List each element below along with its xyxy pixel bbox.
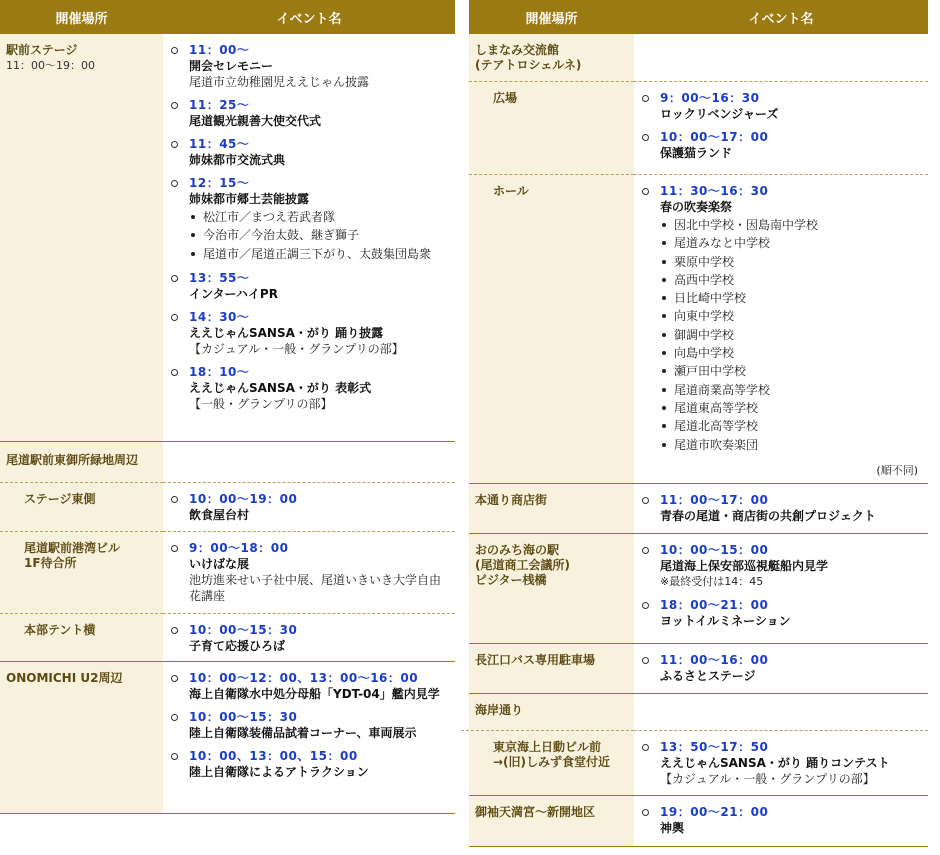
event-time: 10：00〜12：00、13：00〜16：00 — [189, 671, 419, 685]
place-name: 御袖天満宮〜新開地区 — [475, 805, 596, 819]
row-ekimae-stage — [0, 34, 455, 442]
place-cell — [469, 796, 634, 846]
event-time: 11：30〜16：30 — [660, 184, 769, 198]
events-cell — [634, 81, 928, 174]
circle-bullet-icon — [642, 497, 649, 504]
event-name: 子育て応援ひろば — [189, 639, 286, 653]
row-nagae-parking — [469, 644, 928, 694]
event-name: ええじゃんSANSA・がり 踊り披露 — [189, 325, 384, 340]
event-name: 陸上自衛隊装備品試着コーナー、車両展示 — [189, 726, 417, 740]
list-item: 尾道北高等学校 — [660, 417, 920, 435]
event-time: 14：30〜 — [189, 309, 250, 324]
event-time: 11：00〜16：00 — [660, 653, 769, 667]
place-time: 11：00〜19：00 — [6, 59, 95, 72]
list-item: 栗原中学校 — [660, 253, 920, 271]
circle-bullet-icon — [171, 496, 178, 503]
event-item — [169, 137, 447, 168]
events-cell — [163, 613, 455, 661]
place-cell — [0, 34, 163, 441]
circle-bullet-icon — [171, 180, 178, 187]
events-cell — [634, 34, 928, 81]
event-item — [169, 43, 447, 90]
events-cell — [634, 694, 928, 730]
circle-bullet-icon — [171, 545, 178, 552]
event-item — [169, 749, 447, 780]
event-item — [169, 623, 447, 654]
event-desc: 池坊進来せい子社中展、尾道いきいき大学自由花講座 — [189, 573, 442, 603]
circle-bullet-icon — [171, 141, 178, 148]
row-hondori — [469, 484, 928, 534]
events-cell — [634, 174, 928, 483]
circle-bullet-icon — [642, 657, 649, 664]
event-time: 10：00〜15：30 — [189, 710, 298, 724]
place-cell — [0, 531, 163, 613]
event-time: 13：50〜17：50 — [660, 740, 769, 754]
event-desc: 【カジュアル・一般・グランプリの部】 — [660, 772, 875, 786]
event-name: 姉妹都市交流式典 — [189, 153, 286, 167]
events-cell — [163, 531, 455, 613]
circle-bullet-icon — [171, 627, 178, 634]
event-time: 18：00〜21：00 — [660, 598, 769, 612]
place-name: 広場 — [469, 81, 634, 106]
circle-bullet-icon — [171, 753, 178, 760]
row-higashi-gosho — [0, 442, 455, 482]
row-umi-no-eki — [469, 534, 928, 644]
event-name: 尾道観光親善大使交代式 — [189, 114, 322, 128]
event-item — [169, 492, 447, 523]
place-name: 長江口バス専用駐車場 — [475, 653, 596, 667]
event-name: ええじゃんSANSA・がり 踊りコンテスト — [660, 756, 890, 770]
circle-bullet-icon — [642, 809, 649, 816]
event-item — [169, 541, 447, 604]
place-cell — [469, 174, 634, 483]
event-item — [169, 176, 447, 263]
place-cell — [0, 442, 163, 482]
event-item — [169, 271, 447, 302]
list-item: 御調中学校 — [660, 326, 920, 344]
list-item: 向東中学校 — [660, 307, 920, 325]
place-name: 尾道駅前東御所緑地周辺 — [6, 453, 139, 467]
list-item: 尾道市／尾道正調三下がり、太鼓集団島衆 — [189, 245, 447, 263]
event-name: 姉妹都市郷土芸能披露 — [189, 192, 310, 206]
events-cell — [634, 644, 928, 693]
event-name: 尾道海上保安部巡視艇船内見学 — [660, 559, 829, 573]
school-list — [660, 216, 920, 454]
events-cell — [634, 484, 928, 533]
event-item — [169, 710, 447, 741]
sub-list — [189, 208, 447, 263]
place-cell — [469, 694, 634, 730]
circle-bullet-icon — [642, 602, 649, 609]
circle-bullet-icon — [642, 134, 649, 141]
event-time: 19：00〜21：00 — [660, 805, 769, 819]
row-kaigan — [469, 694, 928, 730]
place-name: ONOMICHI U2周辺 — [6, 671, 123, 685]
event-name: ええじゃんSANSA・がり 表彰式 — [189, 380, 372, 395]
place-cell — [0, 482, 163, 531]
list-item: 向島中学校 — [660, 344, 920, 362]
event-item — [640, 184, 920, 454]
table-header — [0, 0, 455, 34]
list-item: 松江市／まつえ若武者隊 — [189, 208, 447, 226]
event-item — [640, 493, 920, 524]
event-item — [169, 98, 447, 129]
row-tokio-building — [469, 730, 928, 796]
event-note: ※最終受付は14：45 — [660, 575, 764, 588]
right-schedule-table — [469, 0, 928, 847]
event-time: 10：00〜19：00 — [189, 492, 298, 506]
event-item — [169, 671, 447, 702]
place-name: 本部テント横 — [0, 613, 163, 638]
events-cell — [163, 482, 455, 531]
circle-bullet-icon — [642, 95, 649, 102]
place-cell — [469, 644, 634, 693]
circle-bullet-icon — [171, 369, 178, 376]
event-time: 9：00〜16：30 — [660, 91, 760, 105]
event-item — [640, 91, 920, 122]
events-cell — [163, 34, 455, 441]
place-cell — [469, 81, 634, 174]
event-item — [169, 310, 447, 357]
event-name: ふるさとステージ — [660, 669, 756, 683]
events-cell — [634, 796, 928, 846]
header-place: 開催場所 — [55, 11, 108, 27]
event-time: 10：00〜15：00 — [660, 543, 769, 557]
event-name: 陸上自衛隊によるアトラクション — [189, 765, 369, 779]
place-name: おのみち海の駅 (尾道商工会議所) ビジター桟橋 — [475, 543, 570, 587]
row-shimanami — [469, 34, 928, 81]
circle-bullet-icon — [171, 102, 178, 109]
list-item: 日比崎中学校 — [660, 289, 920, 307]
place-cell — [0, 662, 163, 813]
order-note: (順不同) — [876, 463, 918, 477]
event-time: 11：25〜 — [189, 98, 250, 112]
event-item — [640, 543, 920, 590]
event-item — [640, 653, 920, 684]
circle-bullet-icon — [171, 675, 178, 682]
event-item — [640, 130, 920, 161]
place-name: 海岸通り — [475, 703, 524, 717]
place-name: ホール — [469, 174, 634, 199]
list-item: 今治市／今治太鼓、継ぎ獅子 — [189, 226, 447, 244]
place-name: 駅前ステージ — [6, 43, 78, 57]
row-stage-east — [0, 482, 455, 531]
event-time: 10：00〜15：30 — [189, 623, 298, 637]
circle-bullet-icon — [171, 314, 178, 321]
event-name: 保護猫ランド — [660, 146, 733, 160]
events-cell — [634, 534, 928, 643]
list-item: 尾道みなと中学校 — [660, 234, 920, 252]
event-time: 13：55〜 — [189, 270, 250, 285]
row-hall — [469, 174, 928, 484]
circle-bullet-icon — [171, 714, 178, 721]
event-item — [640, 598, 920, 629]
circle-bullet-icon — [642, 744, 649, 751]
events-cell — [163, 662, 455, 813]
table-header — [469, 0, 928, 34]
event-time: 12：15〜 — [189, 176, 250, 190]
left-schedule-table — [0, 0, 455, 814]
place-name: しまなみ交流館 (テアトロシェルネ) — [475, 43, 582, 72]
event-name: 青春の尾道・商店街の共創プロジェクト — [660, 509, 876, 523]
event-desc: 尾道市立幼稚園児ええじゃん披露 — [189, 75, 370, 89]
place-cell — [469, 534, 634, 643]
header-event: イベント名 — [748, 11, 814, 27]
place-cell — [469, 34, 634, 81]
event-item — [640, 805, 920, 836]
event-name: 春の吹奏楽祭 — [660, 200, 733, 214]
event-time: 11：00〜 — [189, 43, 250, 57]
place-name: 本通り商店街 — [475, 493, 548, 507]
event-name: ロックリベンジャーズ — [660, 107, 779, 121]
event-name: インターハイPR — [189, 286, 278, 301]
circle-bullet-icon — [171, 275, 178, 282]
circle-bullet-icon — [642, 547, 649, 554]
place-cell — [469, 484, 634, 533]
event-time: 11：00〜17：00 — [660, 493, 769, 507]
circle-bullet-icon — [171, 47, 178, 54]
place-name: ステージ東側 — [0, 482, 163, 507]
event-desc: 【一般・グランプリの部】 — [189, 396, 333, 411]
events-cell — [634, 730, 928, 795]
event-item — [169, 365, 447, 412]
events-cell — [163, 442, 455, 482]
event-item — [640, 740, 920, 787]
list-item: 瀬戸田中学校 — [660, 362, 920, 380]
list-item: 高西中学校 — [660, 271, 920, 289]
event-name: 開会セレモニー — [189, 59, 274, 73]
header-place: 開催場所 — [525, 11, 578, 27]
event-name: いけばな展 — [189, 557, 250, 571]
row-onomichi-u2 — [0, 662, 455, 814]
place-cell — [469, 730, 634, 795]
list-item: 尾道東高等学校 — [660, 399, 920, 417]
list-item: 尾道商業高等学校 — [660, 381, 920, 399]
place-cell — [0, 613, 163, 661]
row-tent — [0, 613, 455, 662]
event-name: 神輿 — [660, 821, 685, 835]
list-item: 因北中学校・因島南中学校 — [660, 216, 920, 234]
list-item: 尾道市吹奏楽団 — [660, 436, 920, 454]
row-hiroba — [469, 81, 928, 174]
event-time: 10：00、13：00、15：00 — [189, 749, 358, 763]
row-kowan-building — [0, 531, 455, 613]
header-event: イベント名 — [276, 11, 342, 27]
row-misode-tenmangu — [469, 796, 928, 847]
event-name: 海上自衛隊水中処分母船「YDT-04」艦内見学 — [189, 687, 440, 701]
event-time: 9：00〜18：00 — [189, 541, 289, 555]
place-name: 東京海上日動ビル前 →(旧)しみず食堂付近 — [461, 730, 634, 770]
place-name: 尾道駅前港湾ビル 1F待合所 — [0, 531, 163, 571]
event-time: 10：00〜17：00 — [660, 130, 769, 144]
event-time: 11：45〜 — [189, 137, 250, 151]
circle-bullet-icon — [642, 188, 649, 195]
event-time: 18：10〜 — [189, 364, 250, 379]
event-desc: 【カジュアル・一般・グランプリの部】 — [189, 341, 404, 356]
event-name: ヨットイルミネーション — [660, 614, 791, 628]
event-name: 飲食屋台村 — [189, 508, 250, 522]
